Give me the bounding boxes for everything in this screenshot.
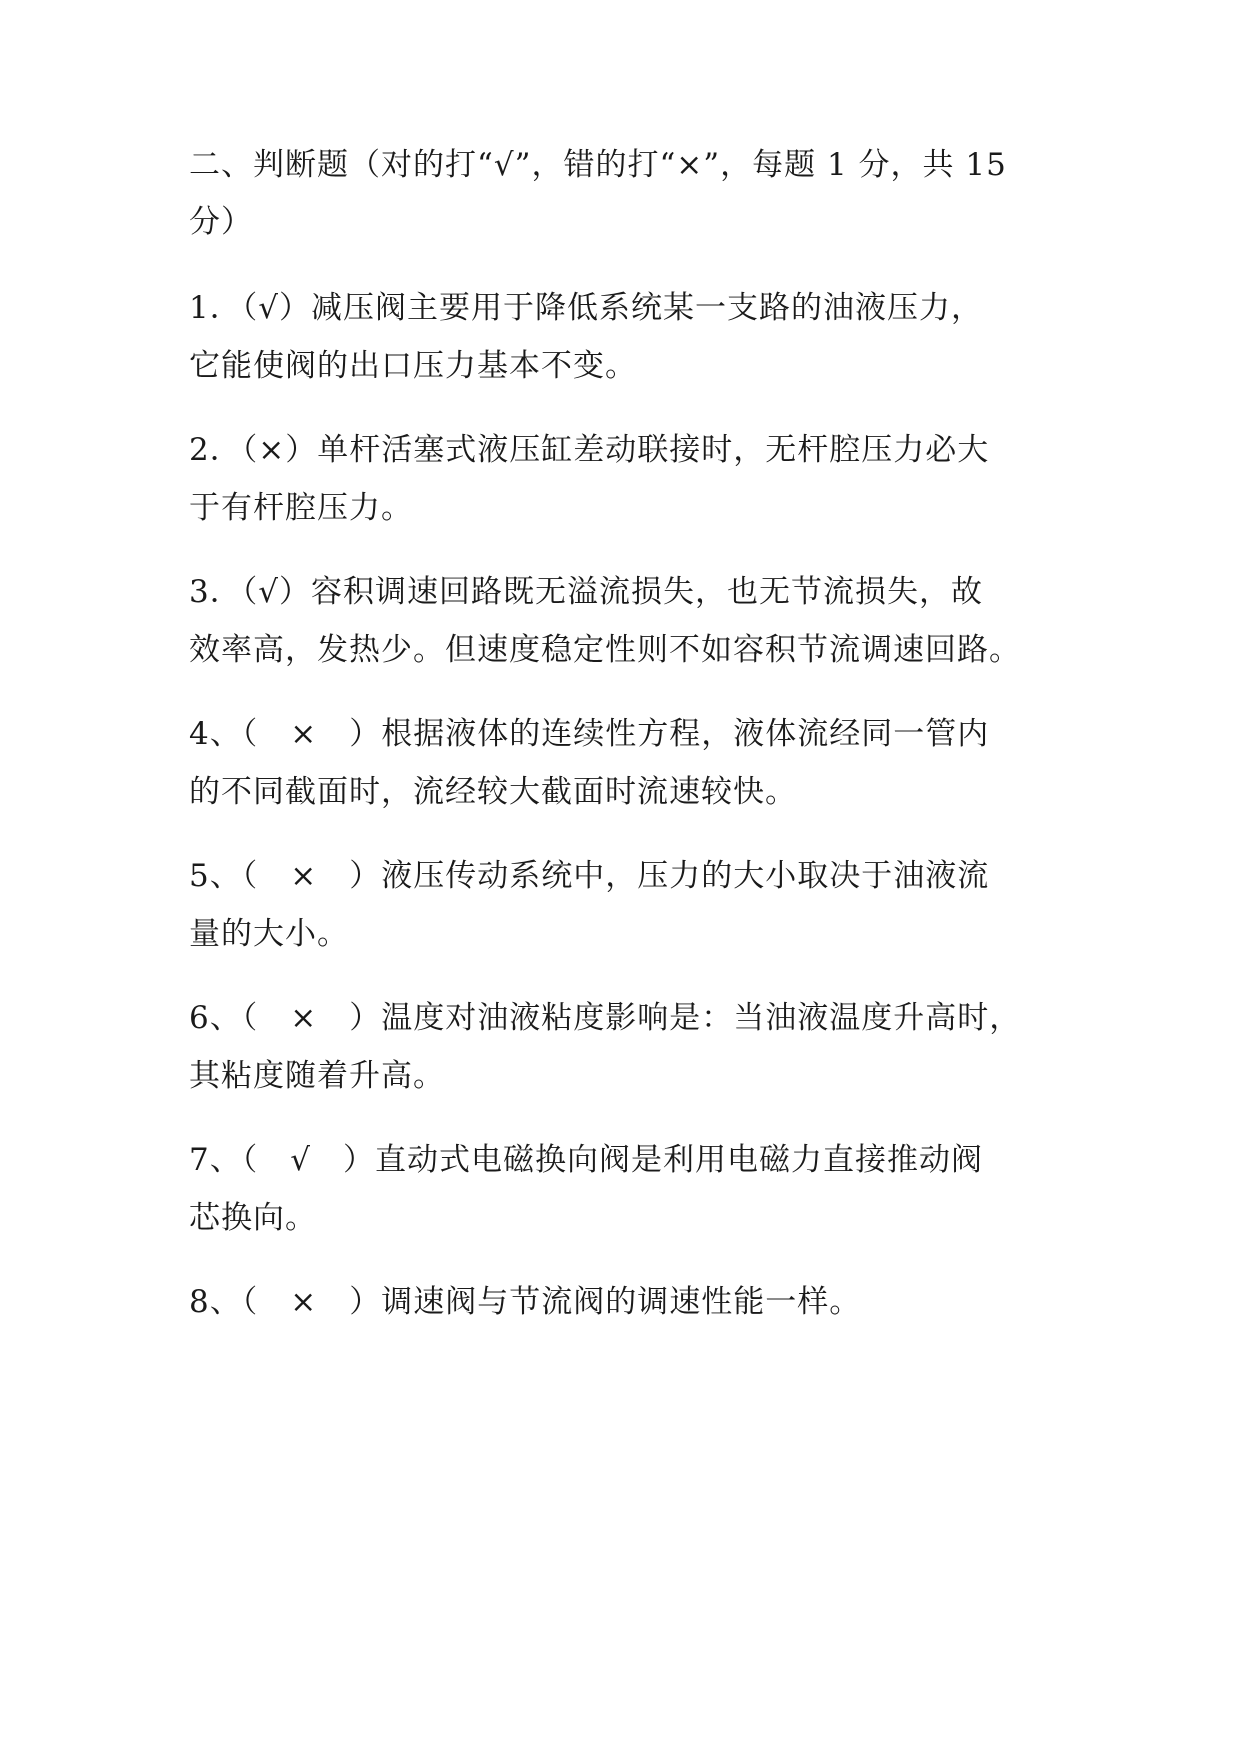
question-1: 1．（√）减压阀主要用于降低系统某一支路的油液压力， [189, 290, 983, 326]
question-2-continued: 于有杆腔压力。 [189, 490, 413, 526]
question-2: 2．（×）单杆活塞式液压缸差动联接时，无杆腔压力必大 [189, 432, 990, 468]
question-7-continued: 芯换向。 [189, 1200, 317, 1236]
question-7: 7、（ √ ）直动式电磁换向阀是利用电磁力直接推动阀 [189, 1142, 983, 1178]
question-3: 3．（√）容积调速回路既无溢流损失，也无节流损失，故 [189, 574, 983, 610]
question-4-continued: 的不同截面时，流经较大截面时流速较快。 [189, 774, 797, 810]
question-5: 5、（ × ）液压传动系统中，压力的大小取决于油液流 [189, 858, 990, 894]
question-4: 4、（ × ）根据液体的连续性方程，液体流经同一管内 [189, 716, 990, 752]
question-8: 8、（ × ）调速阀与节流阀的调速性能一样。 [189, 1284, 862, 1320]
question-6-continued: 其粘度随着升高。 [189, 1058, 445, 1094]
question-3-continued: 效率高，发热少。但速度稳定性则不如容积节流调速回路。 [189, 632, 1021, 668]
question-1-continued: 它能使阀的出口压力基本不变。 [189, 348, 637, 384]
section-heading: 二、判断题（对的打“√”，错的打“×”，每题 1 分，共 15 [189, 147, 1007, 183]
question-6: 6、（ × ）温度对油液粘度影响是：当油液温度升高时， [189, 1000, 1022, 1036]
question-5-continued: 量的大小。 [189, 916, 349, 952]
section-heading-continued: 分） [189, 204, 253, 240]
